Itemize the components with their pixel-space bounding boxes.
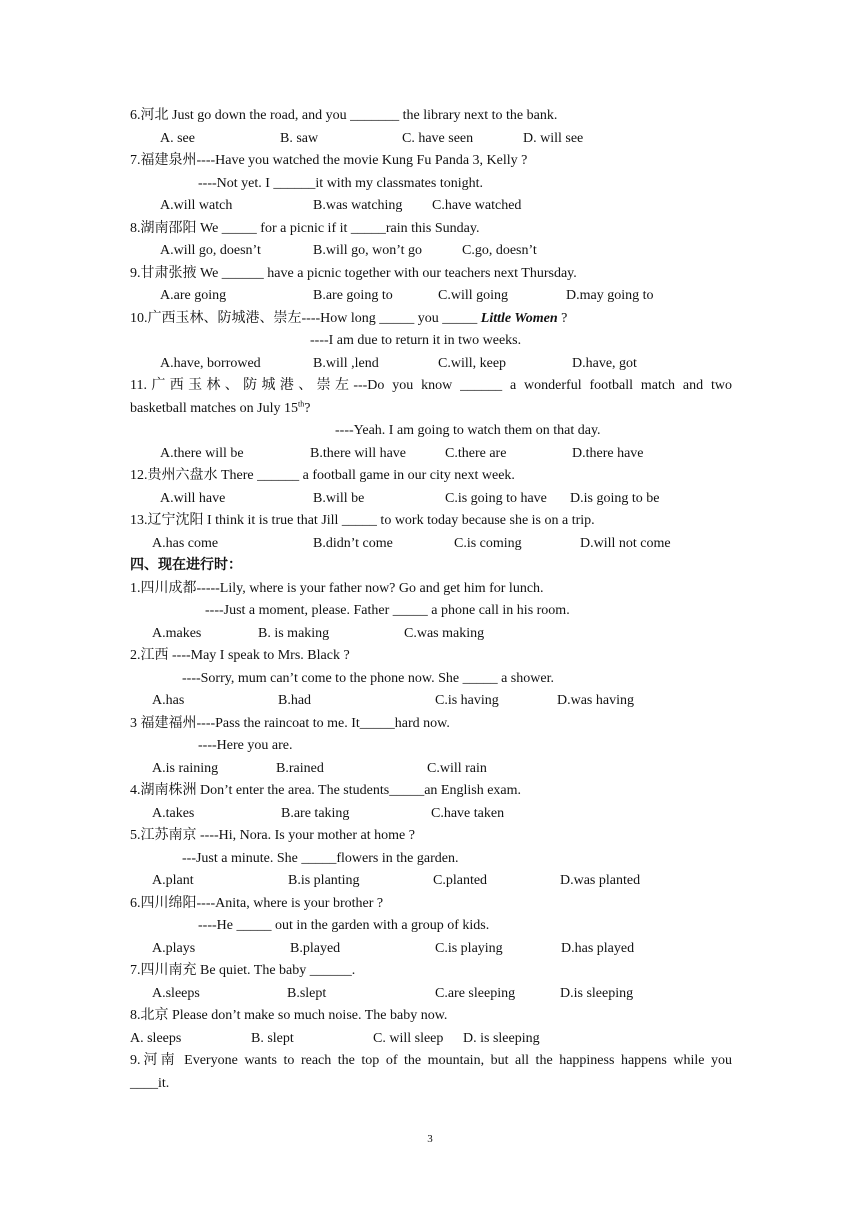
answer-option: A. sleeps <box>130 1030 182 1046</box>
answer-options-row <box>130 488 732 511</box>
question-text: basketball matches on July 15 <box>130 400 298 416</box>
question-line: 6.河北 Just go down the road, and you _______ the library next to the bank. <box>130 108 558 123</box>
question-text: 10.广西玉林、防城港、崇左----How long _____ you _____ <box>130 310 481 326</box>
question-line: 3 福建福州----Pass the raincoat to me. It_____hard now. <box>130 715 450 731</box>
section-heading: 四、现在进行时： <box>130 558 242 573</box>
answer-option: A.has come <box>152 535 219 551</box>
question-line: ____it. <box>130 1075 170 1091</box>
answer-option: C.will rain <box>427 760 487 776</box>
answer-option: A.plays <box>152 940 196 956</box>
answer-option: D.there have <box>572 445 644 461</box>
answer-option: B.didn’t come <box>313 535 393 551</box>
answer-option: C.will, keep <box>438 355 507 371</box>
answer-options-row <box>130 240 732 263</box>
answer-option: C.go, doesn’t <box>462 243 537 258</box>
answer-options-row <box>130 870 732 893</box>
answer-option: C.is going to have <box>445 490 547 506</box>
question-line: ----He _____ out in the garden with a group of kids. <box>198 918 490 933</box>
answer-option: A.sleeps <box>152 985 200 1001</box>
question-line: 1.四川成都-----Lily, where is your father now? Go and get him for lunch. <box>130 580 544 596</box>
book-title: Little Women <box>480 310 558 326</box>
answer-options-row <box>130 623 732 646</box>
answer-option: B.will ,lend <box>313 355 379 371</box>
answer-option: C.is playing <box>435 940 503 956</box>
question-line: 9.甘肃张掖 We ______ have a picnic together with our teachers next Thursday. <box>130 265 577 281</box>
superscript: th <box>297 398 305 408</box>
question-line: 2.江西 ----May I speak to Mrs. Black ? <box>130 648 350 663</box>
answer-option: B.rained <box>276 760 324 776</box>
question-line <box>130 308 732 331</box>
answer-option: B.had <box>278 693 312 708</box>
answer-option: A.will watch <box>160 198 233 213</box>
answer-option: B. slept <box>251 1030 294 1046</box>
answer-options-row <box>130 758 732 781</box>
answer-option: C.are sleeping <box>435 985 516 1001</box>
answer-option: B.there will have <box>310 445 407 461</box>
question-text: ? <box>304 400 311 416</box>
answer-option: D.is going to be <box>570 490 660 506</box>
question-text: ? <box>557 310 568 326</box>
question-line: 12.贵州六盘水 There ______ a football game in our city next week. <box>130 468 515 483</box>
question-line: 6.四川绵阳----Anita, where is your brother ? <box>130 895 384 911</box>
answer-options-row <box>130 285 732 308</box>
answer-option: C.was making <box>404 625 485 641</box>
answer-option: B.will be <box>313 490 365 506</box>
answer-option: D.may going to <box>566 288 654 303</box>
question-line: ----Here you are. <box>198 738 293 753</box>
answer-options-row <box>130 443 732 466</box>
question-line: 13.辽宁沈阳 I think it is true that Jill _____ to work today because she is on a trip. <box>130 513 595 528</box>
question-line: ----Not yet. I ______it with my classmates tonight. <box>198 175 484 191</box>
answer-option: C. will sleep <box>373 1030 444 1046</box>
question-line: 8.湖南邵阳 We _____ for a picnic if it _____rain this Sunday. <box>130 220 480 236</box>
answer-options-row <box>130 983 732 1006</box>
answer-option: B.is planting <box>288 873 360 888</box>
question-line <box>130 398 732 421</box>
document-body <box>130 105 732 1095</box>
answer-option: A.are going <box>160 288 227 303</box>
question-line: ----Yeah. I am going to watch them on that day. <box>335 423 601 438</box>
answer-option: C.planted <box>433 873 488 888</box>
answer-option: C.is having <box>435 693 499 708</box>
answer-options-row <box>130 353 732 376</box>
question-line: ----I am due to return it in two weeks. <box>310 333 522 348</box>
answer-options-row <box>130 128 732 151</box>
question-line: ----Sorry, mum can’t come to the phone now. She _____ a shower. <box>182 670 554 686</box>
question-line: 5.江苏南京 ----Hi, Nora. Is your mother at home ? <box>130 828 415 843</box>
answer-option: D.will not come <box>580 535 671 551</box>
question-line: 11.广西玉林、防城港、崇左---Do you know ______ a wonderful football match and two <box>130 378 732 393</box>
answer-options-row <box>130 690 732 713</box>
answer-option: D. will see <box>523 130 584 146</box>
answer-option: D.has played <box>561 940 635 956</box>
answer-option: A. see <box>160 130 195 146</box>
answer-option: C.will going <box>438 288 509 303</box>
answer-option: A.will have <box>160 490 226 506</box>
answer-option: C.there are <box>445 445 507 461</box>
question-line: 9.河南 Everyone wants to reach the top of the mountain, but all the happiness happens while you <box>130 1053 732 1068</box>
question-line: 8.北京 Please don’t make so much noise. The baby now. <box>130 1008 448 1023</box>
answer-options-row <box>130 195 732 218</box>
answer-option: A.there will be <box>160 445 244 461</box>
question-line: 4.湖南株洲 Don’t enter the area. The students_____an English exam. <box>130 783 522 798</box>
answer-option: A.will go, doesn’t <box>160 243 261 258</box>
question-line: 7.福建泉州----Have you watched the movie Kung Fu Panda 3, Kelly ? <box>130 153 528 168</box>
question-line: ----Just a moment, please. Father _____ a phone call in his room. <box>205 603 570 618</box>
answer-option: C.have taken <box>431 805 505 821</box>
answer-option: A.takes <box>152 805 195 821</box>
answer-options-row <box>130 533 732 556</box>
answer-option: B.played <box>290 940 341 956</box>
answer-option: A.makes <box>152 625 202 641</box>
question-line: 7.四川南充 Be quiet. The baby ______. <box>130 963 356 978</box>
answer-options-row <box>130 1028 732 1051</box>
answer-option: A.is raining <box>152 760 219 776</box>
answer-option: C. have seen <box>402 130 474 146</box>
answer-option: D. is sleeping <box>463 1030 540 1046</box>
answer-options-row <box>130 803 732 826</box>
page-number: 3 <box>427 1133 433 1145</box>
answer-option: D.was having <box>557 693 634 708</box>
answer-option: B. saw <box>280 130 319 146</box>
answer-option: D.is sleeping <box>560 985 634 1001</box>
answer-option: A.has <box>152 693 185 708</box>
answer-option: C.have watched <box>432 198 522 213</box>
answer-option: B.are taking <box>281 805 350 821</box>
answer-option: B.will go, won’t go <box>313 243 423 258</box>
answer-option: B.are going to <box>313 288 393 303</box>
answer-option: D.have, got <box>572 355 637 371</box>
answer-option: B. is making <box>258 625 330 641</box>
answer-option: A.have, borrowed <box>160 355 261 371</box>
answer-option: D.was planted <box>560 873 641 888</box>
answer-option: C.is coming <box>454 535 522 551</box>
answer-option: B.was watching <box>313 198 403 213</box>
question-line: ---Just a minute. She _____flowers in the garden. <box>182 850 459 866</box>
answer-options-row <box>130 938 732 961</box>
answer-option: B.slept <box>287 985 327 1001</box>
answer-option: A.plant <box>152 873 194 888</box>
